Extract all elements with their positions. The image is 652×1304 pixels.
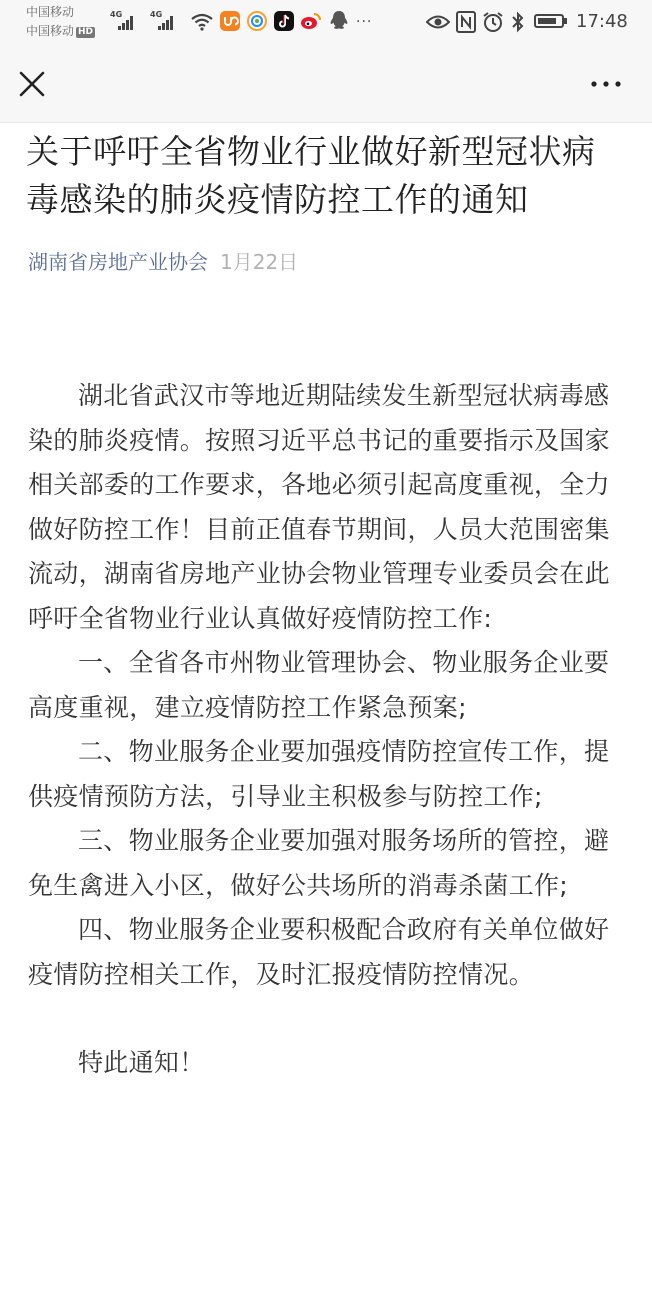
- alarm-icon: [482, 11, 504, 33]
- article-body: [28, 374, 628, 1086]
- carrier-label-2-text: 中国移动: [26, 24, 75, 38]
- body-paragraph: 一、全省各市州物业管理协会、物业服务企业要高度重视，建立疫情防控工作紧急预案;: [28, 648, 610, 722]
- wifi-icon: [190, 12, 214, 32]
- close-button[interactable]: [14, 66, 50, 102]
- tiktok-icon: [274, 11, 294, 31]
- weibo-icon: [300, 11, 322, 31]
- account-name-link[interactable]: 湖南省房地产业协会: [28, 250, 208, 274]
- more-icon: [584, 66, 628, 102]
- body-paragraph: 二、物业服务企业要加强疫情防控宣传工作，提供疫情预防方法，引导业主积极参与防控工作;: [28, 737, 610, 811]
- signal-icon: [150, 12, 176, 32]
- eye-icon: [426, 13, 450, 31]
- body-paragraph: 三、物业服务企业要加强对服务场所的管控，避免生禽进入小区，做好公共场所的消毒杀菌工作;: [28, 826, 610, 900]
- signal-icon: [110, 12, 136, 32]
- browser-icon: [247, 11, 267, 31]
- status-time: 17:48: [576, 11, 628, 32]
- body-paragraph: 湖北省武汉市等地近期陆续发生新型冠状病毒感染的肺炎疫情。按照习近平总书记的重要指示及国家相关部委的工作要求，各地必须引起高度重视，全力做好防控工作！目前正值春节期间，人员大范围密集流动，湖南省房地产业协会物业管理专业委员会在此呼吁全省物业行业认真做好疫情防控工作:: [28, 381, 610, 633]
- uc-browser-icon: [220, 11, 240, 31]
- publish-date: 1月22日: [220, 250, 299, 274]
- body-paragraph: 四、物业服务企业要积极配合政府有关单位做好疫情防控相关工作，及时汇报疫情防控情况。: [28, 915, 610, 989]
- more-notifications-icon: ···: [356, 14, 373, 30]
- bluetooth-icon: [510, 11, 526, 33]
- network-type-label-2: 4G: [150, 10, 163, 19]
- article-meta: [28, 246, 298, 278]
- status-bar: [0, 0, 652, 44]
- more-options-button[interactable]: [584, 66, 628, 102]
- top-navigation-bar: [0, 44, 652, 123]
- network-type-label-1: 4G: [110, 10, 123, 19]
- hd-badge: HD: [78, 27, 94, 37]
- closing-line: 特此通知！: [78, 1048, 205, 1077]
- qq-icon: [329, 10, 349, 32]
- article-title: 关于呼吁全省物业行业做好新型冠状病毒感染的肺炎疫情防控工作的通知: [26, 132, 596, 219]
- carrier-label-1: 中国移动: [26, 5, 75, 19]
- carrier-label-2: [26, 24, 95, 38]
- close-icon: [14, 66, 50, 102]
- battery-icon: [534, 14, 564, 28]
- nfc-icon: [456, 11, 476, 33]
